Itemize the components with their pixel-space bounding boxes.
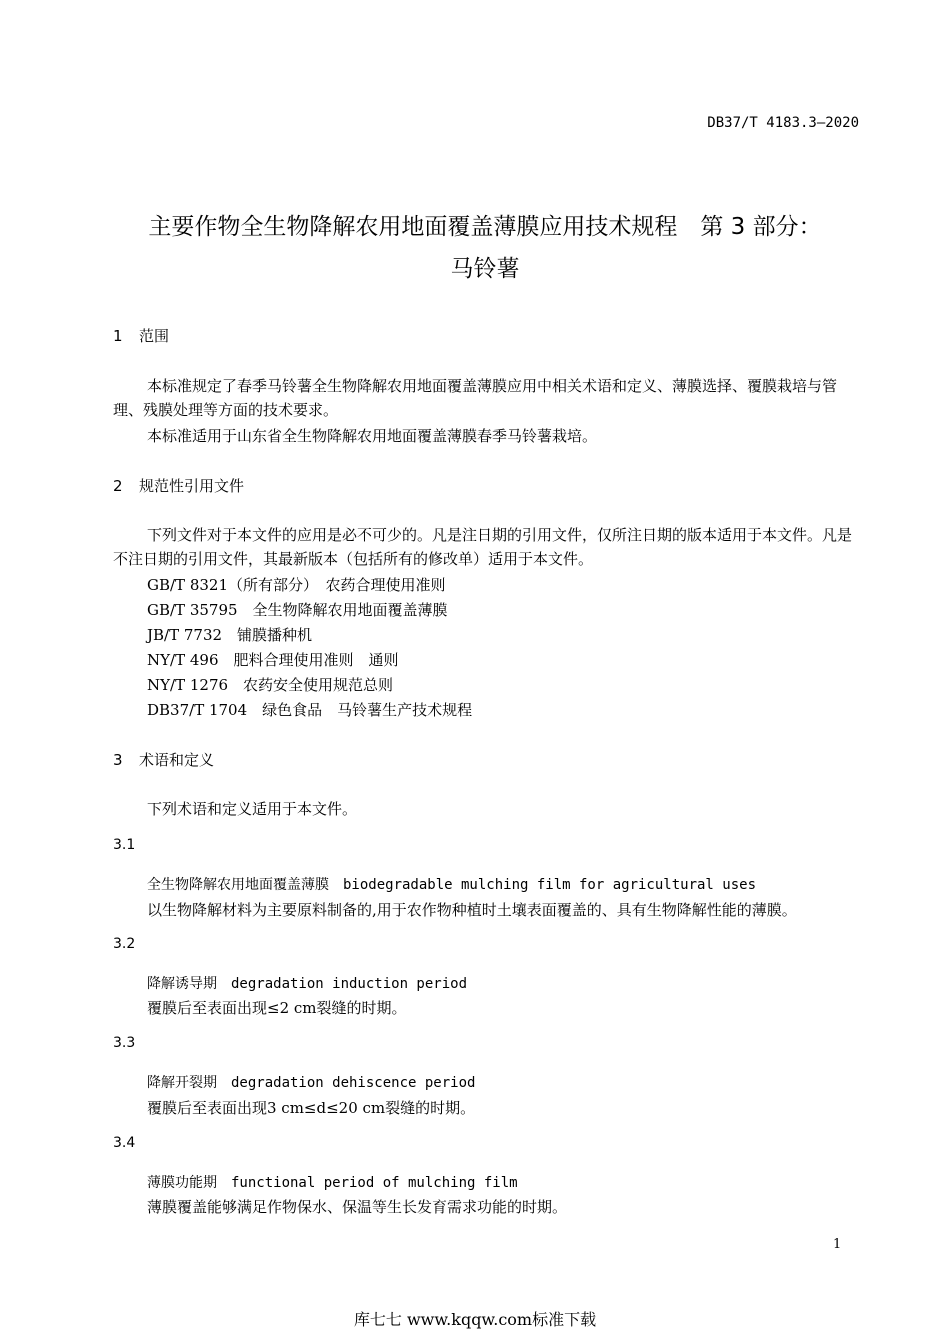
reference-item: NY/T 496 肥料合理使用准则 通则 — [147, 651, 399, 669]
term-definition: 覆膜后至表面出现≤2 cm裂缝的时期。 — [147, 999, 407, 1017]
term-chinese: 降解开裂期 — [147, 1075, 217, 1091]
reference-item: NY/T 1276 农药安全使用规范总则 — [147, 676, 394, 694]
term-english: degradation induction period — [231, 976, 468, 992]
term-chinese: 薄膜功能期 — [147, 1175, 217, 1191]
section-number: 3 — [113, 751, 123, 769]
watermark-footer: 库七七 www.kqqw.com标准下载 — [353, 1310, 597, 1329]
section-number: 1 — [113, 327, 123, 345]
term-definition: 覆膜后至表面出现3 cm≤d≤20 cm裂缝的时期。 — [147, 1099, 476, 1117]
term-number: 3.1 — [113, 837, 136, 853]
reference-item: GB/T 35795 全生物降解农用地面覆盖薄膜 — [147, 601, 448, 619]
scope-text-1: 本标准规定了春季马铃薯全生物降解农用地面覆盖薄膜应用中相关术语和定义、薄膜选择、覆膜栽培与管理、残膜处理等方面的技术要求。 — [113, 377, 838, 419]
term-entry — [147, 1172, 518, 1192]
term-number: 3.2 — [113, 936, 136, 952]
term-definition: 薄膜覆盖能够满足作物保水、保温等生长发育需求功能的时期。 — [147, 1198, 568, 1216]
term-entry — [147, 874, 756, 894]
term-english: functional period of mulching film — [231, 1175, 518, 1191]
reference-item: JB/T 7732 铺膜播种机 — [147, 626, 313, 644]
scope-paragraph-2: 本标准适用于山东省全生物降解农用地面覆盖薄膜春季马铃薯栽培。 — [147, 427, 598, 445]
section-heading-terms — [113, 749, 214, 770]
term-entry — [147, 973, 467, 993]
reference-item: DB37/T 1704 绿色食品 马铃薯生产技术规程 — [147, 701, 473, 719]
document-code: DB37/T 4183.3—2020 — [707, 115, 859, 131]
section-title: 规范性引用文件 — [139, 477, 245, 495]
document-title-line1: 主要作物全生物降解农用地面覆盖薄膜应用技术规程 第 3 部分： — [148, 214, 822, 240]
term-chinese: 降解诱导期 — [147, 976, 217, 992]
term-english: biodegradable mulching film for agricultural uses — [343, 877, 757, 893]
document-title-line2: 马铃薯 — [450, 256, 520, 282]
term-number: 3.4 — [113, 1135, 136, 1151]
section-number: 2 — [113, 477, 123, 495]
term-chinese: 全生物降解农用地面覆盖薄膜 — [147, 877, 329, 893]
scope-paragraph-1 — [113, 374, 863, 422]
section-title: 范围 — [139, 327, 170, 345]
reference-item: GB/T 8321（所有部分） 农药合理使用准则 — [147, 576, 446, 594]
term-entry — [147, 1072, 475, 1092]
page-number: 1 — [833, 1237, 842, 1252]
term-english: degradation dehiscence period — [231, 1075, 476, 1091]
section-title: 术语和定义 — [139, 751, 215, 769]
section-heading-scope — [113, 325, 169, 346]
references-intro — [113, 523, 863, 571]
terms-intro: 下列术语和定义适用于本文件。 — [147, 800, 358, 818]
term-definition: 以生物降解材料为主要原料制备的,用于农作物种植时土壤表面覆盖的、具有生物降解性能的薄膜。 — [147, 901, 797, 919]
references-intro-text: 下列文件对于本文件的应用是必不可少的。凡是注日期的引用文件，仅所注日期的版本适用于本文件。凡是不注日期的引用文件，其最新版本（包括所有的修改单）适用于本文件。 — [113, 526, 853, 568]
section-heading-references — [113, 475, 244, 496]
term-number: 3.3 — [113, 1035, 136, 1051]
